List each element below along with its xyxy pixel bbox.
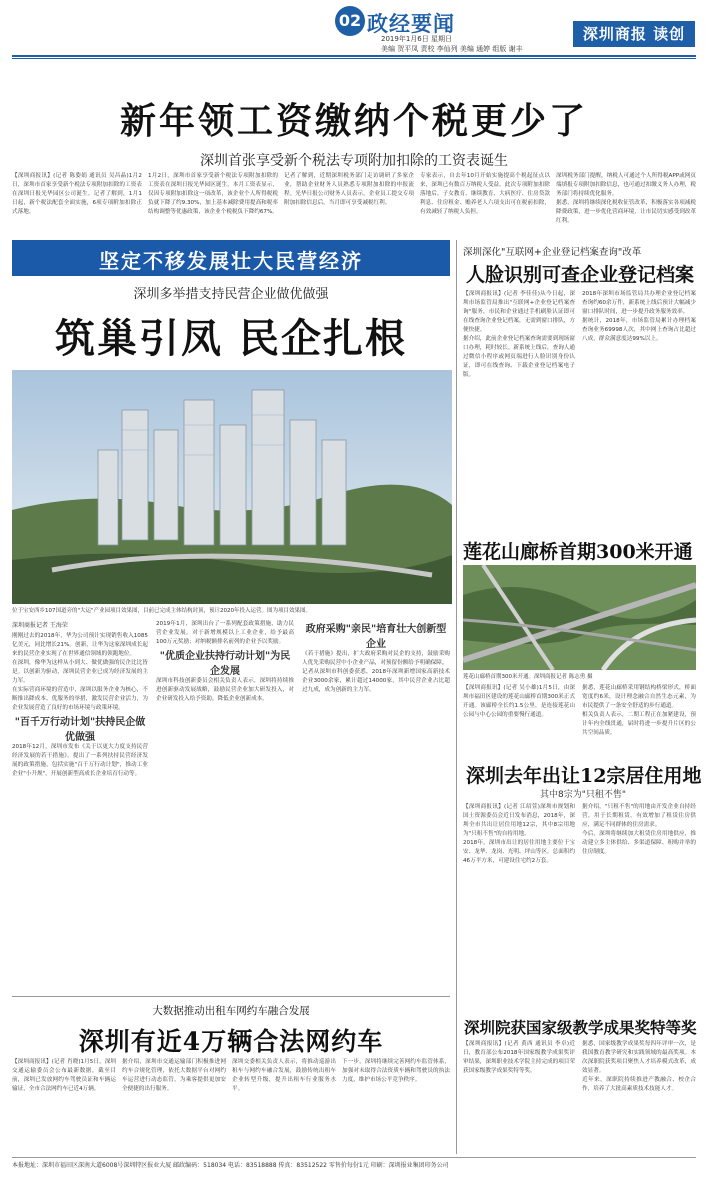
feature-col-1: 刚刚过去的2018年，华为公司预计实现销售收入1085亿美元，同比增长21%。创新，让华为这家深圳成长起来的民营企业实现了在世界通信领域的领跑地位。 在深圳，像华为这样从小到大、做优做强的民企比比皆是。以创新为驱动，深圳民营企业已成为经济发展的主力军。 在实际营商环境的营造中，深圳以服务企业为核心，不断推出降成本、优服务的举措，激发民营企业活力，为企业发展营造了良好的市场环境与政策环境。 "百千万行动计划"扶持民企做优做强 2018年12月，深圳市发布《关于以更大力度支持民营经济发展的若干措施》，提出了一系列扶持民营经济发展的政策措施，包括实施"百千万行动计划"，推动工业企业"小升规"，开展创新型高成长企业培育行动等。 bbox=[12, 633, 148, 777]
face-col-1: 【深圳商报讯】(记者 李佳佳)从今日起，深圳市场监管局推出"互联网+企业登记档案查询"服务，市民和企业通过手机刷脸认证即可在线查询企业登记档案，无需到窗口排队，方便快捷。 据介绍，此前企业登记档案查询需要到现场窗口办理，耗时较长。新系统上线后，查询人通过微信小程序或网页端进行人脸识别身份认证，即可在线查询、下载企业登记档案电子版。 bbox=[463, 291, 575, 378]
feature-headline: 筑巢引凤 民企扎根 bbox=[55, 315, 407, 362]
bridge-col-2: 据悉，莲花山廊桥采用钢结构桥梁形式，桥面宽度约6米，设计理念融合自然生态元素，为市民提供了一条安全舒适的步行通道。 相关负责人表示，二期工程正在加紧建设，预计年内全线贯通，届时将进一步提升片区的公共空间品质。 bbox=[582, 685, 696, 736]
housing-headline: 深圳去年出让12宗居住用地 bbox=[466, 765, 702, 787]
ride-col-2: 据介绍，深圳市交通运输部门积极推进网约车合规化管理，依托大数据平台对网约车运营进行动态监管，为乘客提供更加安全便捷的出行服务。 bbox=[122, 1059, 226, 1092]
face-col-2: 2018年深圳市场监管局共办理企业登记档案查询约60余万件，新系统上线后预计大幅减少窗口排队时间，进一步提升政务服务效率。 据统计，2018年，市场监管局累计办理档案查询业务69998人次，其中网上查询占比超过八成，群众满意度达99%以上。 bbox=[582, 291, 696, 342]
bridge-illustration bbox=[463, 565, 696, 670]
ride-headline: 深圳有近4万辆合法网约车 bbox=[78, 1027, 384, 1056]
ride-col-3: 深圳交委相关负责人表示，将推动巡游出租车与网约车融合发展，鼓励传统出租车企业转型升级，提升出租车行业服务水平。 bbox=[232, 1059, 336, 1092]
dateline: 2019年1月6日 星期日 bbox=[381, 35, 452, 43]
footer-rule bbox=[12, 1157, 696, 1158]
main-col-4: 专家表示，自去年10月开始实施提高个税起征点以来，深圳已有数百万纳税人受益。此次专项附加扣除落地后，子女教育、继续教育、大病医疗、住房贷款利息、住房租金、赡养老人六项支出可在税前扣除，有效减轻了纳税人负担。 bbox=[420, 173, 550, 215]
main-col-1: 【深圳商报讯】(记者 陈姿娟 通讯员 吴昌晶)1月2日，深圳市首家享受新个税法专项附加扣除的工资表在深圳日报光华园区公司诞生。记者了解到，1月1日起，新个税法配套全面实施，6项专项附加扣除正式落地。 bbox=[12, 173, 142, 215]
face-headline: 人脸识别可查企业登记档案 bbox=[466, 264, 695, 286]
main-headline: 新年领工资缴纳个税更少了 bbox=[119, 100, 588, 142]
face-kicker: 深圳深化"互联网+企业登记档案查询"改革 bbox=[463, 247, 642, 258]
divider bbox=[12, 996, 450, 997]
main-col-5: 深圳税务部门提醒，纳税人可通过个人所得税APP或网页端填报专项附加扣除信息，也可通过扣缴义务人办理，税务部门将持续优化服务。 据悉，深圳将继续深化税收征管改革，积极落实各项减税降费政策，进一步优化营商环境，让市民切实感受到改革红利。 bbox=[556, 173, 696, 224]
newspaper-logo: 深圳商报 读创 bbox=[573, 21, 695, 47]
feature-kicker: 深圳多举措支持民营企业做优做强 bbox=[133, 287, 329, 302]
bridge-photo-caption: 莲花山廊桥首期300米开通。深圳商报记者 陈志勇 摄 bbox=[463, 674, 593, 680]
header-rule bbox=[12, 55, 696, 57]
housing-subhead: 其中8宗为"只租不售" bbox=[540, 790, 627, 800]
footer-info: 本报地址：深圳市福田区深南大道6008号深圳特区报业大厦 邮政编码：518034 电话：83518888 传真：83512522 零售价每份1元 印刷：深圳报业集团印务公司 bbox=[12, 1162, 449, 1169]
bridge-col-1: 【深圳商报讯】(记者 吴小雄)1月5日，由深圳市福田区建设的莲花山廊桥首期300米正式开通。该廊桥全长约1.5公里，是连接莲花山公园与中心公园的重要慢行通道。 bbox=[463, 685, 575, 718]
column-divider bbox=[456, 240, 457, 1154]
feature-byline: 深圳商报记者 王海荣 bbox=[12, 622, 68, 629]
award-col-1: 【深圳商报讯】(记者 黄西 通讯员 李卓)近日，教育部公布2018年国家级教学成果奖评审结果，深圳职业技术学院主持完成的项目荣获国家级教学成果奖特等奖。 bbox=[463, 1041, 575, 1074]
housing-col-2: 据介绍，"只租不售"的用地由开发企业自持经营，用于长期租赁，有效增加了租赁住房供应，满足不同群体的住房需求。 今后，深圳将继续加大租赁住房用地供应，推动建立多主体供给、多渠道保障、租购并举的住房制度。 bbox=[582, 804, 696, 855]
header-rule-thin bbox=[12, 58, 696, 59]
feature-photo-caption: 位于宝安西乡107国道旁的"大运"产业园项目效果图，目前已完成主体结构封顶，预计2020年投入运营。图为项目效果图。 bbox=[12, 608, 312, 614]
rendering-illustration bbox=[12, 370, 452, 604]
housing-col-1: 【深圳商报讯】(记者 江绍萱)深圳市规划和国土资源委员会近日发布消息，2018年，深圳全市共出让居住用地12宗，其中8宗用地为"只租不售"的自持用地。 2018年，深圳市出让的居住用地主要位于宝安、龙华、龙岗、光明、坪山等区，总面积约46万平方米，可建设住宅约2万套。 bbox=[463, 804, 575, 864]
main-col-2: 1月2日，深圳市首家享受新个税法专项附加扣除的工资表在深圳日报光华园区诞生，本月工资表显示，仅因专项附加扣除这一项改革，该企业个人所得税税负就下降了约9.30%，加上基本减除费用提高和税率结构调整等优惠政策，该企业个税税负下降约67%。 bbox=[148, 173, 278, 215]
section-title: 政经要闻 bbox=[367, 12, 455, 36]
feature-col-3: 政府采购"亲民"培育壮大创新型企业 《若干措施》提出，扩大政府采购对民企的支持，鼓励采购人优先采购民营中小企业产品，对预留份额给予明确保障。 记者从深圳市科创委获悉，2018年深圳新增国家高新技术企业3000余家，累计超过14000家，其中民营企业占比超过九成，成为创新的主力军。 bbox=[302, 624, 450, 693]
page-number-badge: 02 bbox=[335, 6, 365, 36]
editor-credits: 美编 贺平凤 责校 李仙列 美编 通婷 组版 谢丰 bbox=[381, 45, 523, 53]
ride-kicker: 大数据推动出租车网约车融合发展 bbox=[152, 1005, 310, 1017]
ride-col-1: 【深圳商报讯】(记者 肖晓)1月5日，深圳交通运输委员会公布最新数据，截至目前，深圳已发放网约车驾驶员证和车辆运输证，全市合法网约车已近4万辆。 bbox=[12, 1059, 116, 1092]
main-subhead: 深圳首张享受新个税法专项附加扣除的工资表诞生 bbox=[200, 153, 508, 169]
main-col-3: 记者了解到，近期深圳税务部门走访调研了多家企业，帮助企业财务人员熟悉专项附加扣除的申报流程。光华日报公司财务人员表示，企业员工提交专项附加扣除信息后，当月即可享受减税红利。 bbox=[284, 173, 414, 206]
feature-photo bbox=[12, 370, 452, 604]
bridge-photo bbox=[463, 565, 696, 670]
feature-banner-text: 坚定不移发展壮大民营经济 bbox=[99, 249, 363, 273]
ride-col-4: 下一步，深圳将继续完善网约车监管体系，加强对未取得合法资质车辆和驾驶员的执法力度，维护市场公平竞争秩序。 bbox=[342, 1059, 450, 1083]
bridge-headline: 莲花山廊桥首期300米开通 bbox=[463, 541, 693, 563]
award-headline: 深圳院获国家级教学成果奖特等奖 bbox=[464, 1018, 697, 1037]
feature-col-2: 2019年1月，深圳出台了一系列配套政策措施，助力民营企业发展。对于新增规模以上工业企业，给予最高100万元奖励；对纳税额排名前列的企业予以奖励。 "优质企业扶持行动计划"为民企发展 深圳市科技创新委员会相关负责人表示，深圳将持续推进创新驱动发展战略，鼓励民营企业加大研发投入，对企业研发投入给予资助，降低企业创新成本。 bbox=[156, 621, 294, 702]
award-col-2: 据悉，国家级教学成果奖每四年评审一次，是我国教育教学研究和实践领域的最高奖项。本次深职院获奖项目聚焦人才培养模式改革，成效显著。 近年来，深职院持续推进产教融合、校企合作，培养了大批高素质技术技能人才。 bbox=[582, 1041, 696, 1092]
